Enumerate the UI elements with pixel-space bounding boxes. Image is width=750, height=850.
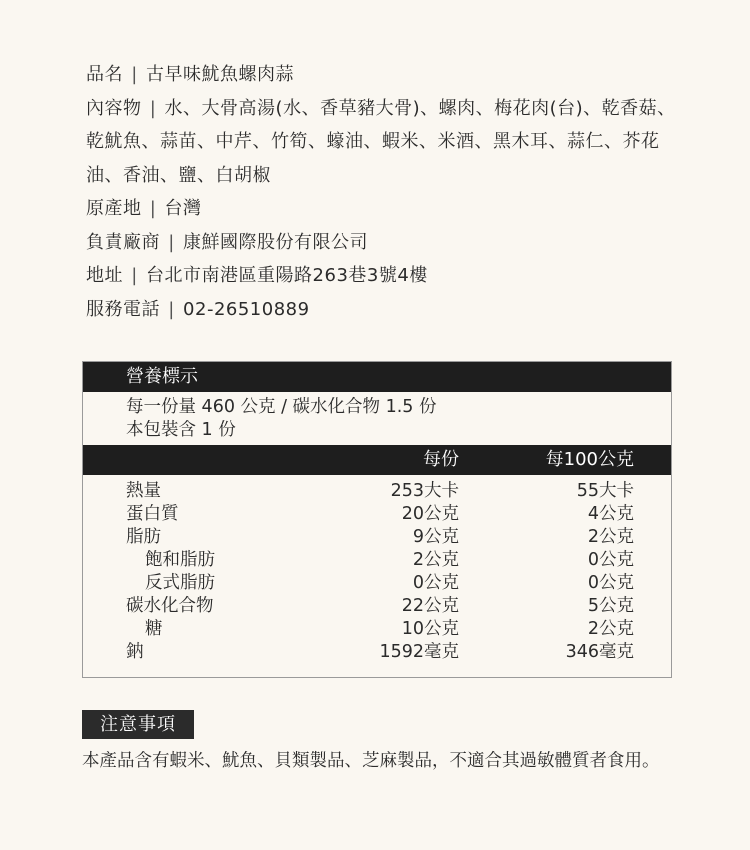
servings-per-package: 本包裝含 1 份 [126,420,236,440]
value-per-100g: 5公克 [587,596,634,616]
info-row-phone: 服務電話 | 02-26510889 [86,298,310,320]
nutrition-title: 營養標示 [83,362,671,392]
notice-title: 注意事項 [82,710,194,739]
nutrient-label: 鈉 [126,642,144,662]
nutrient-label: 熱量 [126,481,161,501]
nutrition-rows [83,475,671,664]
info-row-address: 地址 | 台北市南港區重陽路263巷3號4樓 [86,265,428,286]
nutrient-label: 反式脂肪 [145,573,215,593]
info-row-ingredients: 內容物 | 水、大骨高湯(水、香草豬大骨)、螺肉、梅花肉(台)、乾香菇、乾魷魚、蒜苗、中芹、竹筍、蠔油、蝦米、米酒、黑木耳、蒜仁、芥花油、香油、鹽、白胡椒 [86,97,676,186]
nutrition-row [83,641,671,664]
value-per-serving: 2公克 [412,550,459,570]
nutrient-label: 飽和脂肪 [145,550,215,570]
nutrition-row [83,618,671,641]
nutrition-header [83,445,671,475]
value-per-serving: 0公克 [412,573,459,593]
nutrient-label: 脂肪 [126,527,161,547]
col-per-serving: 每份 [423,449,459,470]
value-per-100g: 0公克 [587,550,634,570]
product-info [86,58,686,326]
value-per-100g: 4公克 [587,504,634,524]
value-per-100g: 2公克 [587,619,634,639]
value-per-serving: 9公克 [412,527,459,547]
value-per-100g: 55大卡 [576,481,634,501]
info-row-origin: 原產地 | 台灣 [86,198,202,219]
value-per-serving: 20公克 [401,504,459,524]
serving-info [83,392,671,445]
value-per-100g: 346毫克 [565,642,634,662]
nutrition-row [83,572,671,595]
col-per-100g: 每100公克 [545,449,634,470]
nutrient-label: 蛋白質 [126,504,179,524]
value-per-100g: 0公克 [587,573,634,593]
info-row-name: 品名 | 古早味魷魚螺肉蒜 [86,64,295,85]
nutrition-table [82,361,672,678]
nutrition-row [83,549,671,572]
value-per-serving: 22公克 [401,596,459,616]
value-per-serving: 1592毫克 [379,642,459,662]
nutrition-row [83,480,671,503]
serving-size: 每一份量 460 公克 / 碳水化合物 1.5 份 [126,397,437,417]
notice-text: 本產品含有蝦米、魷魚、貝類製品、芝麻製品，不適合其過敏體質者食用。 [82,751,660,771]
value-per-100g: 2公克 [587,527,634,547]
nutrition-row [83,526,671,549]
nutrient-label: 糖 [145,619,163,639]
value-per-serving: 10公克 [401,619,459,639]
nutrition-row [83,503,671,526]
nutrition-row [83,595,671,618]
nutrient-label: 碳水化合物 [126,596,214,616]
info-row-company: 負責廠商 | 康鮮國際股份有限公司 [86,231,369,253]
value-per-serving: 253大卡 [390,481,459,501]
